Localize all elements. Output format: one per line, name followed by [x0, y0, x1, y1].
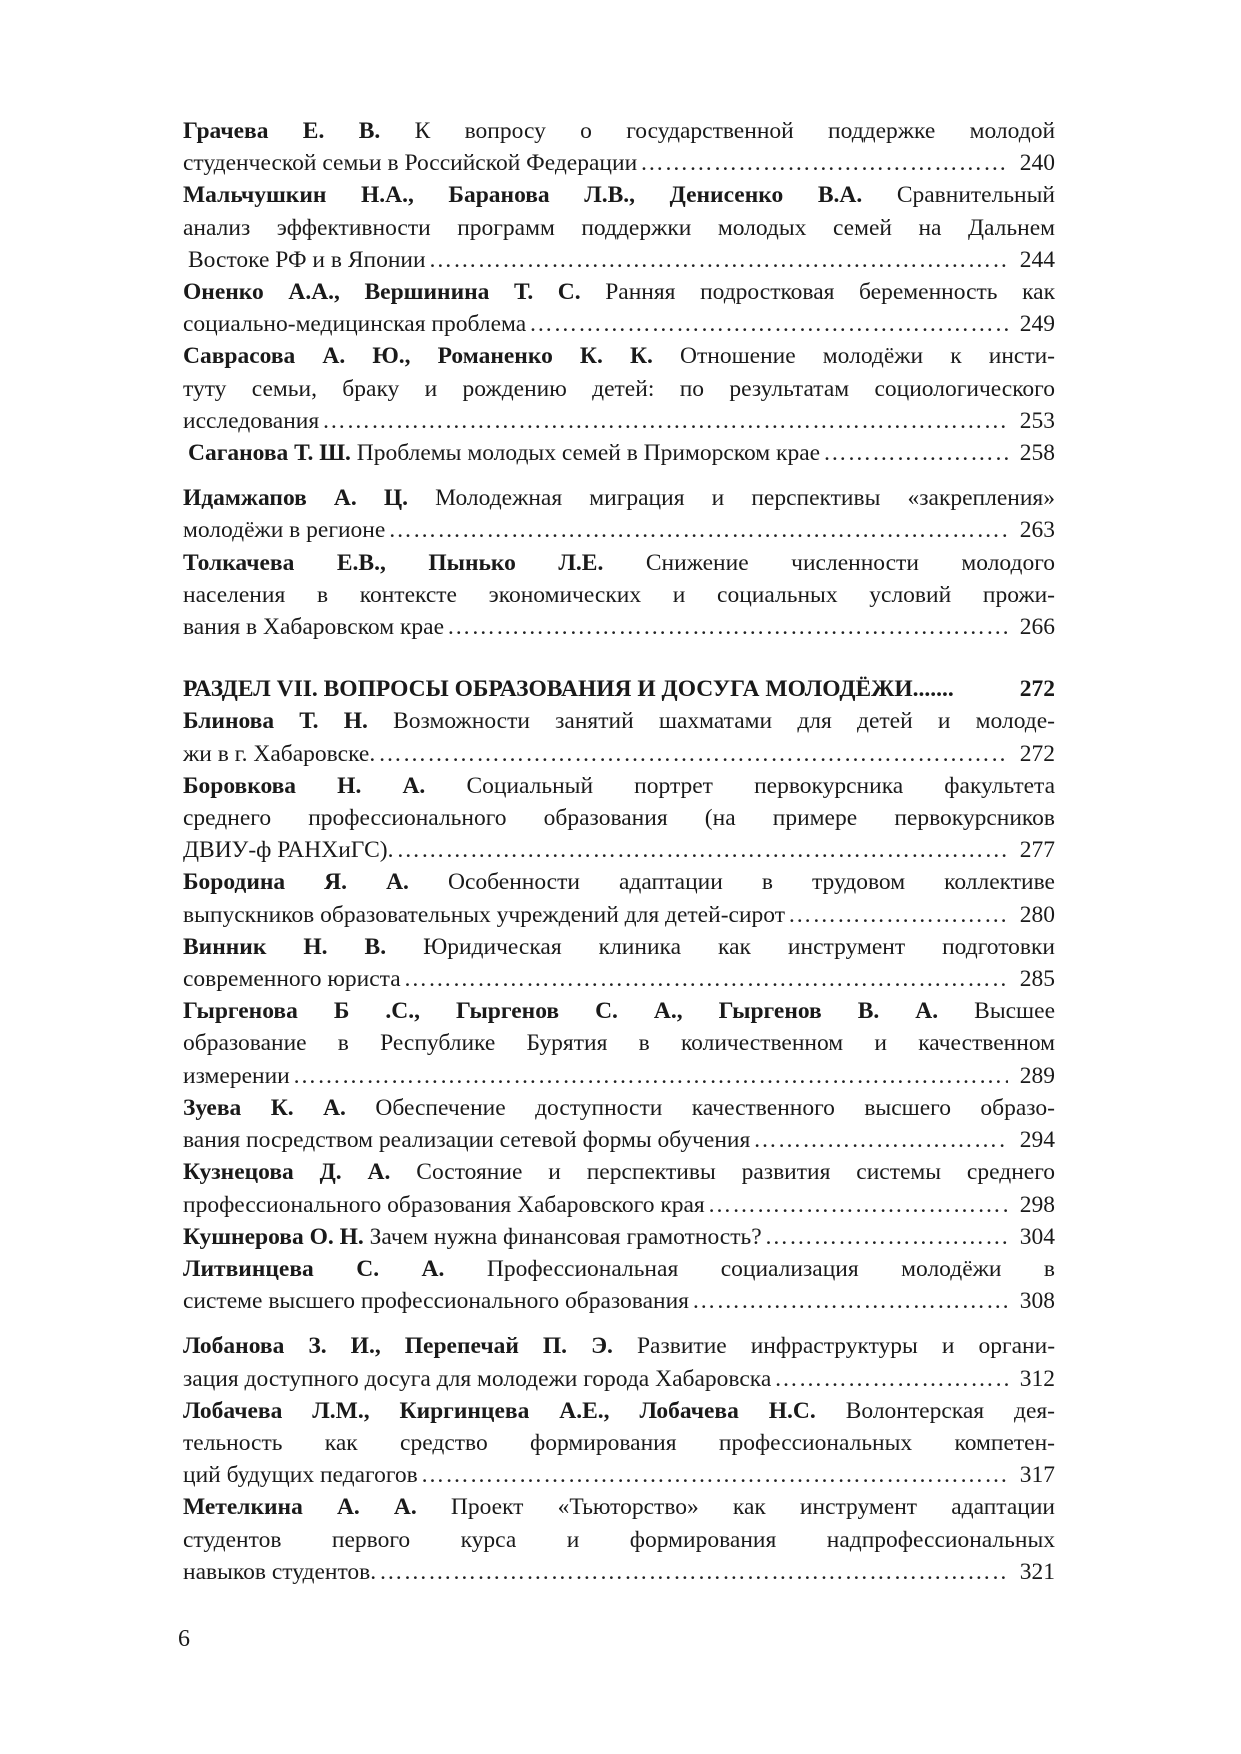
entry-title: студенческой семьи в Российской Федерации [183, 150, 638, 177]
entry-title: населения в контексте экономических и социальных условий прожи- [183, 581, 1055, 608]
entry-line [183, 1092, 1055, 1124]
entry-line [183, 547, 1055, 579]
entry-line [183, 147, 1055, 179]
entry-title: Возможности занятий шахматами для детей и молоде- [393, 708, 1056, 735]
toc-entry [183, 547, 1055, 644]
entry-line [183, 770, 1055, 802]
toc-entry [183, 1253, 1055, 1317]
entry-title: тельность как средство формирования профессиональных компетен- [183, 1429, 1055, 1456]
toc-entry [183, 1395, 1055, 1492]
toc-entry [183, 1221, 1055, 1253]
entry-title: навыков студентов. [183, 1558, 377, 1585]
toc-entry [183, 1330, 1055, 1394]
entry-title: анализ эффективности программ поддержки молодых семей на Дальнем [183, 214, 1055, 241]
entry-page-number: 272 [1019, 740, 1055, 767]
toc-entry [183, 1092, 1055, 1156]
entry-page-number: 304 [1019, 1223, 1055, 1250]
entry-title: профессионального образования Хабаровского края [183, 1191, 705, 1218]
dot-leader [692, 1285, 1008, 1317]
entry-line [183, 1253, 1055, 1285]
entry-page-number: 253 [1019, 407, 1055, 434]
toc-entry [183, 340, 1055, 437]
entry-title: Волонтерская дея- [845, 1397, 1056, 1424]
dot-leader [429, 244, 1008, 276]
entry-authors: Литвинцева С. А. [183, 1255, 445, 1282]
entry-title: молодёжи в регионе [183, 517, 386, 544]
entry-line [183, 276, 1055, 308]
dot-leader [379, 1556, 1008, 1588]
entry-authors: Толкачева Е.В., Пынько Л.Е. [183, 549, 604, 576]
entry-line [183, 514, 1055, 546]
entry-authors: Кузнецова Д. А. [183, 1159, 391, 1186]
dot-leader [322, 405, 1008, 437]
entry-line [183, 1330, 1055, 1362]
toc-entry [183, 1491, 1055, 1588]
entry-title: Социальный портрет первокурсника факультета [466, 772, 1056, 799]
entry-title: Юридическая клиника как инструмент подготовки [423, 933, 1055, 960]
dot-leader [293, 1060, 1008, 1092]
toc-entry [183, 482, 1055, 546]
entry-line [183, 834, 1055, 866]
entry-title: измерении [183, 1062, 290, 1089]
entry-line [183, 340, 1055, 372]
entry-line [183, 899, 1055, 931]
section-title: РАЗДЕЛ VII. ВОПРОСЫ ОБРАЗОВАНИЯ И ДОСУГА МОЛОДЁЖИ....... [183, 676, 954, 703]
entry-title: К вопросу о государственной поддержке молодой [414, 118, 1056, 144]
entry-page-number: 263 [1019, 517, 1055, 544]
toc-entry [183, 705, 1055, 769]
entry-line [183, 611, 1055, 643]
entry-line [183, 1427, 1055, 1459]
entry-title: среднего профессионального образования (на примере первокурсников [183, 805, 1055, 832]
entry-page-number: 308 [1019, 1288, 1055, 1315]
entry-line [183, 1060, 1055, 1092]
toc-entry [183, 179, 1055, 276]
dot-leader [388, 514, 1007, 546]
toc-entry [183, 276, 1055, 340]
entry-authors: Метелкина А. А. [183, 1494, 417, 1521]
entry-title: Сравнительный [896, 182, 1056, 209]
toc-entry [183, 995, 1055, 1092]
dot-leader [404, 963, 1008, 995]
entry-title: выпускников образовательных учреждений для детей-сирот [183, 901, 785, 928]
entry-line [183, 1491, 1055, 1523]
entry-title: системе высшего профессионального образования [183, 1288, 689, 1315]
entry-page-number: 317 [1019, 1462, 1055, 1489]
entry-title: Зачем нужна финансовая грамотность? [369, 1223, 762, 1250]
entry-authors: Гыргенова Б .С., Гыргенов С. А., Гыргенов В. А. [183, 998, 939, 1025]
entry-line [183, 1124, 1055, 1156]
toc-entry [183, 437, 1055, 469]
dot-leader [529, 308, 1008, 340]
entry-authors: Лобачева Л.М., Киргинцева А.Е., Лобачева Н.С. [183, 1397, 816, 1424]
entry-page-number: 321 [1019, 1558, 1055, 1585]
entry-line [183, 1189, 1055, 1221]
entry-line [183, 802, 1055, 834]
entry-line [183, 1156, 1055, 1188]
dot-leader [640, 147, 1008, 179]
entry-authors: Мальчушкин Н.А., Баранова Л.В., Денисенко В.А. [183, 182, 863, 209]
entry-page-number: 289 [1019, 1062, 1055, 1089]
entry-authors: Блинова Т. Н. [183, 708, 368, 735]
entry-line [183, 1524, 1055, 1556]
page-number: 6 [178, 1626, 190, 1652]
entry-line [183, 1221, 1055, 1253]
entry-line [183, 405, 1055, 437]
entry-line [183, 115, 1055, 147]
entry-line [183, 373, 1055, 405]
entry-authors: Оненко А.А., Вершинина Т. С. [183, 279, 581, 306]
entry-title: Проблемы молодых семей в Приморском крае [356, 440, 821, 467]
section-heading [183, 673, 1055, 705]
entry-title: вания в Хабаровском крае [183, 614, 445, 641]
table-of-contents [183, 115, 1055, 1588]
entry-title: зация доступного досуга для молодежи города Хабаровска [183, 1365, 772, 1392]
entry-line [183, 963, 1055, 995]
entry-line [183, 482, 1055, 514]
entry-title: образование в Республике Бурятия в количественном и качественном [183, 1030, 1055, 1057]
entry-authors: Винник Н. В. [183, 933, 387, 960]
entry-line [183, 579, 1055, 611]
entry-authors: Идамжапов А. Ц. [183, 485, 409, 512]
entry-title: Профессиональная социализация молодёжи в [486, 1255, 1056, 1282]
entry-title: Ранняя подростковая беременность как [605, 279, 1055, 306]
entry-line [183, 437, 1055, 469]
entry-authors: Саврасова А. Ю., Романенко К. К. [183, 343, 653, 370]
entry-line [183, 1027, 1055, 1059]
entry-page-number: 266 [1019, 614, 1055, 641]
entry-title: Развитие инфраструктуры и органи- [636, 1333, 1056, 1360]
entry-title: Молодежная миграция и перспективы «закрепления» [435, 485, 1055, 512]
dot-leader [396, 834, 1007, 866]
dot-leader [823, 437, 1008, 469]
entry-authors: Кушнерова О. Н. [183, 1223, 364, 1250]
entry-line [183, 1395, 1055, 1427]
section-line [183, 673, 1055, 705]
entry-title: Отношение молодёжи к инсти- [680, 343, 1055, 370]
section-page-number: 272 [1019, 676, 1055, 703]
entry-page-number: 258 [1019, 440, 1055, 467]
entry-title: ДВИУ-ф РАНХиГС). [183, 837, 394, 864]
entry-page-number: 240 [1019, 150, 1055, 177]
entry-title: Состояние и перспективы развития системы среднего [416, 1159, 1056, 1186]
toc-entry [183, 866, 1055, 930]
entry-title: студентов первого курса и формирования надпрофессиональных [183, 1526, 1055, 1553]
entry-page-number: 294 [1019, 1127, 1055, 1154]
entry-title: Проект «Тьюторство» как инструмент адаптации [450, 1494, 1055, 1521]
entry-page-number: 277 [1019, 837, 1055, 864]
entry-title: Востоке РФ и в Японии [188, 246, 426, 273]
entry-page-number: 298 [1019, 1191, 1055, 1218]
entry-title: социально-медицинская проблема [183, 311, 527, 338]
entry-line [183, 931, 1055, 963]
entry-title: ций будущих педагогов [183, 1462, 418, 1489]
entry-page-number: 312 [1019, 1365, 1055, 1392]
entry-line [183, 995, 1055, 1027]
dot-leader [708, 1189, 1008, 1221]
toc-entry [183, 115, 1055, 179]
toc-entry [183, 770, 1055, 867]
entry-title: Особенности адаптации в трудовом коллективе [447, 869, 1055, 896]
entry-authors: Грачева Е. В. [183, 118, 381, 144]
entry-line [183, 866, 1055, 898]
entry-authors: Зуева К. А. [183, 1094, 346, 1121]
entry-page-number: 249 [1019, 311, 1055, 338]
entry-line [183, 179, 1055, 211]
dot-leader [421, 1459, 1008, 1491]
entry-line [183, 1285, 1055, 1317]
entry-line [183, 212, 1055, 244]
entry-page-number: 244 [1019, 246, 1055, 273]
entry-title: туту семьи, браку и рождению детей: по результатам социологического [183, 375, 1055, 402]
entry-title: Высшее [974, 998, 1056, 1025]
dot-leader [774, 1363, 1007, 1395]
entry-authors: Лобанова З. И., Перепечай П. Э. [183, 1333, 613, 1360]
entry-title: Снижение численности молодого [645, 549, 1056, 576]
entry-title: Обеспечение доступности качественного высшего образо- [375, 1094, 1056, 1121]
entry-line [183, 308, 1055, 340]
entry-line [183, 244, 1055, 276]
entry-title: вания посредством реализации сетевой формы обучения [183, 1127, 751, 1154]
entry-line [183, 705, 1055, 737]
dot-leader [765, 1221, 1008, 1253]
entry-page-number: 285 [1019, 966, 1055, 993]
entry-line [183, 1459, 1055, 1491]
entry-authors: Саганова Т. Ш. [188, 440, 351, 467]
entry-line [183, 738, 1055, 770]
entry-title: жи в г. Хабаровске. [183, 740, 376, 767]
entry-line [183, 1556, 1055, 1588]
dot-leader [753, 1124, 1007, 1156]
entry-authors: Боровкова Н. А. [183, 772, 426, 799]
entry-title: современного юриста [183, 966, 401, 993]
toc-entry [183, 1156, 1055, 1220]
dot-leader [447, 611, 1008, 643]
entry-title: исследования [183, 407, 320, 434]
entry-page-number: 280 [1019, 901, 1055, 928]
entry-line [183, 1363, 1055, 1395]
toc-entry [183, 931, 1055, 995]
dot-leader [788, 899, 1008, 931]
dot-leader [378, 738, 1008, 770]
entry-authors: Бородина Я. А. [183, 869, 409, 896]
